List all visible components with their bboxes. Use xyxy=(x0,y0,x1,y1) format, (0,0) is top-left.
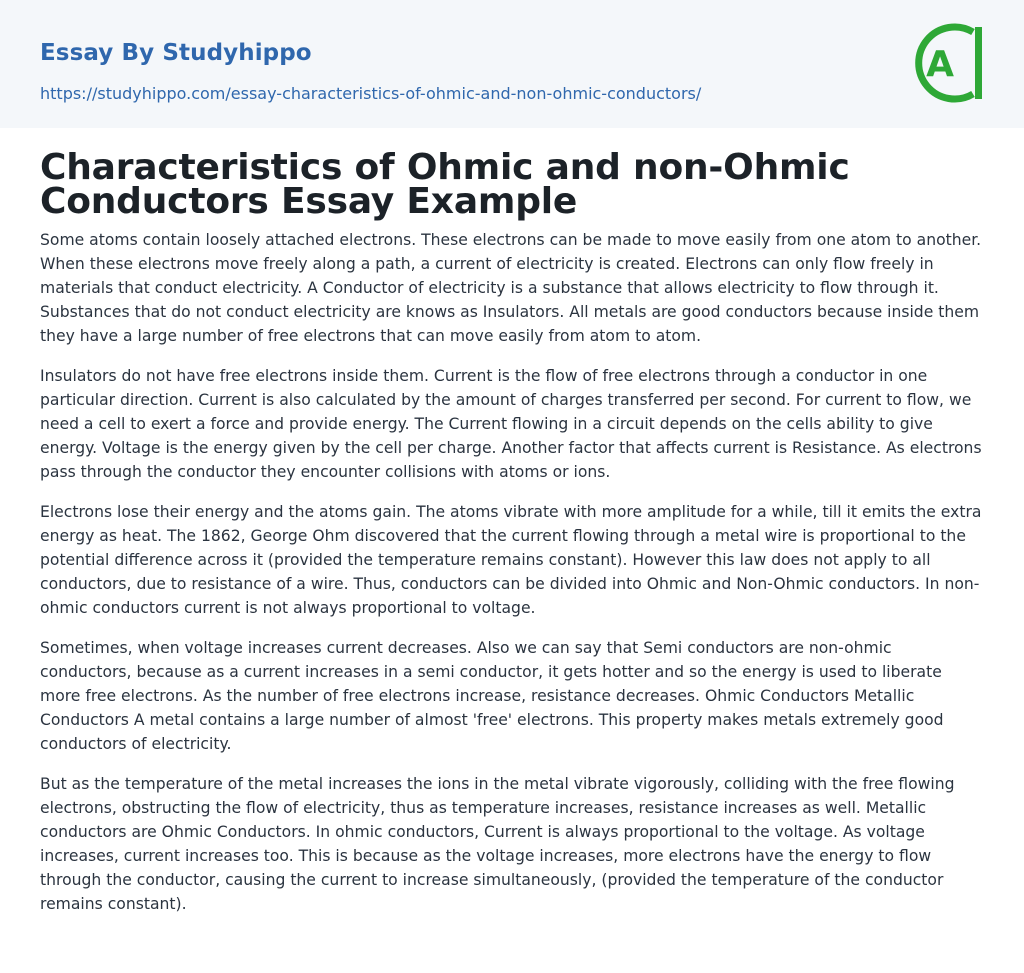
article-paragraph: Some atoms contain loosely attached electrons. These electrons can be made to move easily from one atom to another. When these electrons move freely along a path, a current of electricity is created. Electrons can only flow freely in materials that conduct electricity. A Conductor of electricity is a substance that allows electricity to flow through it. Substances that do not conduct electricity are knows as Insulators. All metals are good conductors because inside them they have a large number of free electrons that can move easily from atom to atom. xyxy=(40,231,982,345)
page-url-link[interactable]: https://studyhippo.com/essay-characteristics-of-ohmic-and-non-ohmic-conductors/ xyxy=(40,84,702,103)
article-paragraph: But as the temperature of the metal increases the ions in the metal vibrate vigorously, colliding with the free flowing electrons, obstructing the flow of electricity, thus as temperature increases, resistance increases as well. Metallic conductors are Ohmic Conductors. In ohmic conductors, Current is always proportional to the voltage. As voltage increases, current increases too. This is because as the voltage increases, more electrons have the energy to flow through the conductor, causing the current to increase simultaneously, (provided the temperature of the conductor remains constant). xyxy=(40,775,955,913)
article-paragraph: Sometimes, when voltage increases current decreases. Also we can say that Semi conductors are non-ohmic conductors, because as a current increases in a semi conductor, it gets hotter and so the energy is used to liberate more free electrons. As the number of free electrons increase, resistance decreases. Ohmic Conductors Metallic Conductors A metal contains a large number of almost 'free' electrons. This property makes metals extremely good conductors of electricity. xyxy=(40,639,944,753)
article-body xyxy=(40,228,984,932)
article-paragraph: Insulators do not have free electrons inside them. Current is the flow of free electrons through a conductor in one particular direction. Current is also calculated by the amount of charges transferred per second. For current to flow, we need a cell to exert a force and provide energy. The Current flowing in a circuit depends on the cells ability to give energy. Voltage is the energy given by the cell per charge. Another factor that affects current is Resistance. As electrons pass through the conductor they encounter collisions with atoms or ions. xyxy=(40,367,982,481)
site-brand[interactable]: Essay By Studyhippo xyxy=(40,40,312,66)
article-title: Characteristics of Ohmic and non-Ohmic Conductors Essay Example xyxy=(40,147,850,222)
article-paragraph: Electrons lose their energy and the atoms gain. The atoms vibrate with more amplitude for a while, till it emits the extra energy as heat. The 1862, George Ohm discovered that the current flowing through a metal wire is proportional to the potential difference across it (provided the temperature remains constant). However this law does not apply to all conductors, due to resistance of a wire. Thus, conductors can be divided into Ohmic and Non-Ohmic conductors. In non-ohmic conductors current is not always proportional to voltage. xyxy=(40,503,982,617)
logo-letter: A xyxy=(926,44,954,85)
